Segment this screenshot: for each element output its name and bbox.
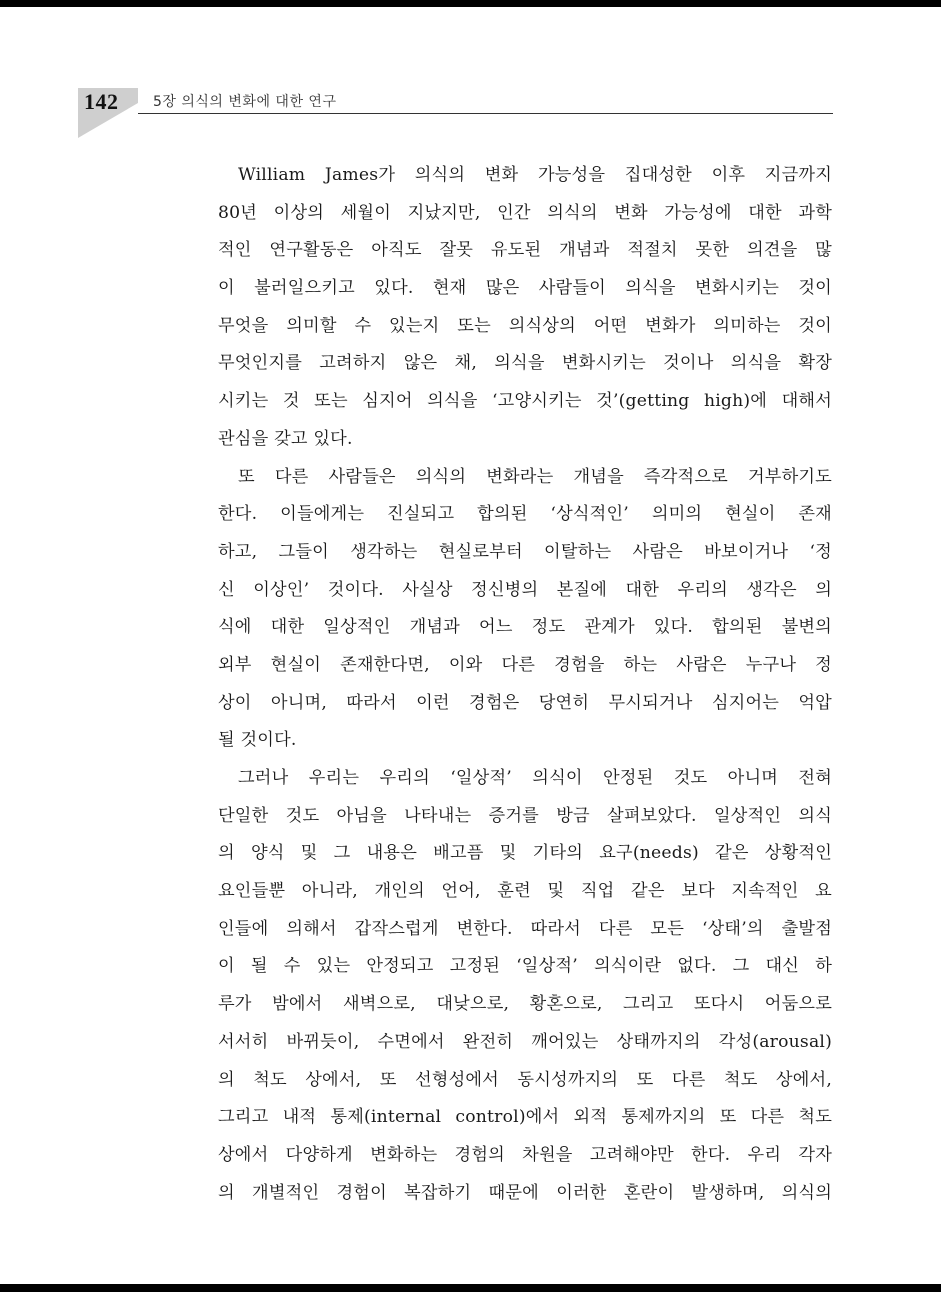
- text-line: 상이 아니며, 따라서 이런 경험은 당연히 무시되거나 심지어는 억압: [218, 692, 832, 713]
- text-line: 루가 밤에서 새벽으로, 대낮으로, 황혼으로, 그리고 또다시 어둠으로: [218, 994, 832, 1015]
- text-line: 80년 이상의 세월이 지났지만, 인간 의식의 변화 가능성에 대한 과학: [218, 202, 832, 223]
- text-line: 외부 현실이 존재한다면, 이와 다른 경험을 하는 사람은 누구나 정: [218, 654, 832, 675]
- text-line: 신 이상인’ 것이다. 사실상 정신병의 본질에 대한 우리의 생각은 의: [218, 579, 832, 600]
- paragraph-2: [218, 459, 832, 761]
- text-line: 이 될 수 있는 안정되고 고정된 ‘일상적’ 의식이란 없다. 그 대신 하: [218, 956, 832, 977]
- text-line: 단일한 것도 아님을 나타내는 증거를 방금 살펴보았다. 일상적인 의식: [218, 805, 832, 826]
- header-rule: [138, 113, 833, 114]
- bottom-border: [0, 1284, 941, 1292]
- text-line: 시키는 것 또는 심지어 의식을 ‘고양시키는 것’(getting high)에 대해서: [218, 391, 832, 412]
- text-line: 인들에 의해서 갑작스럽게 변한다. 따라서 다른 모든 ‘상태’의 출발점: [218, 918, 832, 939]
- text-line: 의 개별적인 경험이 복잡하기 때문에 이러한 혼란이 발생하며, 의식의: [218, 1182, 832, 1203]
- text-line: 상에서 다양하게 변화하는 경험의 차원을 고려해야만 한다. 우리 각자: [218, 1144, 832, 1165]
- text-line: 적인 연구활동은 아직도 잘못 유도된 개념과 적절치 못한 의견을 많: [218, 240, 832, 261]
- text-line: 또 다른 사람들은 의식의 변화라는 개념을 즉각적으로 거부하기도: [238, 466, 832, 487]
- text-line: 의 양식 및 그 내용은 배고픔 및 기타의 요구(needs) 같은 상황적인: [218, 843, 832, 864]
- paragraph-3: [218, 760, 832, 1212]
- text-line: 무엇인지를 고려하지 않은 채, 의식을 변화시키는 것이나 의식을 확장: [218, 353, 832, 374]
- text-line: 하고, 그들이 생각하는 현실로부터 이탈하는 사람은 바보이거나 ‘정: [218, 541, 832, 562]
- text-line: William James가 의식의 변화 가능성을 집대성한 이후 지금까지: [238, 165, 832, 185]
- page-number: 142: [84, 89, 119, 114]
- text-line: 식에 대한 일상적인 개념과 어느 정도 관계가 있다. 합의된 불변의: [218, 617, 832, 638]
- text-line: 의 척도 상에서, 또 선형성에서 동시성까지의 또 다른 척도 상에서,: [218, 1069, 832, 1090]
- text-line: 그리고 내적 통제(internal control)에서 외적 통제까지의 또 다른 척도: [218, 1107, 832, 1128]
- text-line: 그러나 우리는 우리의 ‘일상적’ 의식이 안정된 것도 아니며 전혀: [238, 768, 832, 788]
- text-line: 될 것이다.: [218, 730, 297, 751]
- text-line: 관심을 갖고 있다.: [218, 428, 353, 449]
- text-line: 이 불러일으키고 있다. 현재 많은 사람들이 의식을 변화시키는 것이: [218, 278, 832, 299]
- top-border: [0, 0, 941, 7]
- paragraph-1: [218, 157, 832, 459]
- text-line: 요인들뿐 아니라, 개인의 언어, 훈련 및 직업 같은 보다 지속적인 요: [218, 881, 832, 902]
- chapter-title: 5장 의식의 변화에 대한 연구: [153, 94, 337, 110]
- text-line: 한다. 이들에게는 진실되고 합의된 ‘상식적인’ 의미의 현실이 존재: [218, 504, 832, 525]
- body-text: [218, 157, 832, 1212]
- text-line: 무엇을 의미할 수 있는지 또는 의식상의 어떤 변화가 의미하는 것이: [218, 315, 832, 336]
- text-line: 서서히 바뀌듯이, 수면에서 완전히 깨어있는 상태까지의 각성(arousal): [218, 1031, 832, 1052]
